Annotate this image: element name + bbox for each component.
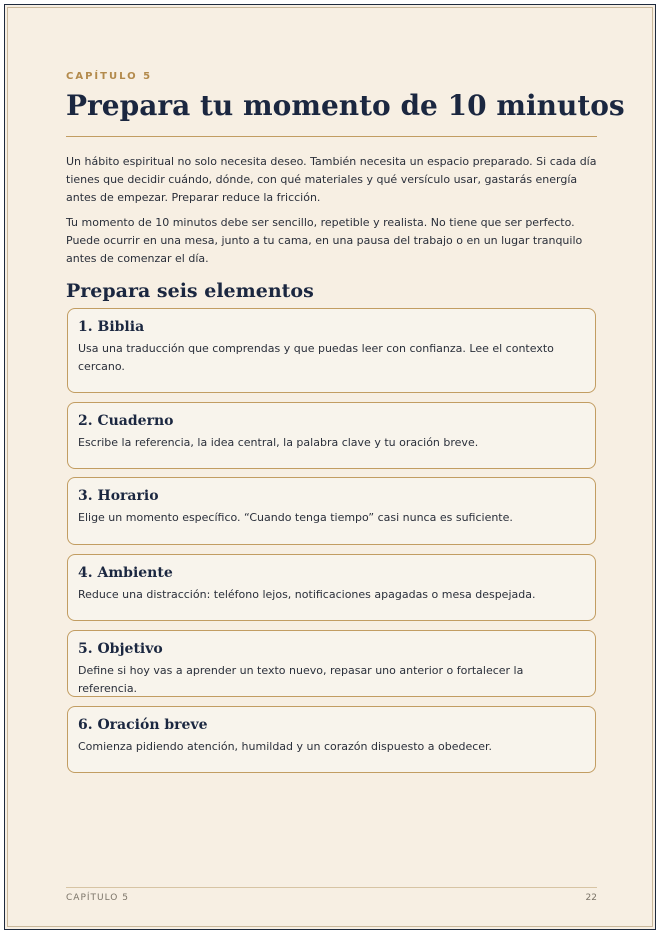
card-text: Elige un momento específico. “Cuando tenga tiempo” casi nunca es suficiente. xyxy=(78,511,513,524)
element-card-oracion-breve xyxy=(67,706,596,773)
intro-paragraph: Tu momento de 10 minutos debe ser sencillo, repetible y realista. No tiene que ser perfecto. Puede ocurrir en una mesa, junto a tu cama, en una pausa del trabajo o en un lugar tranquilo antes de comenzar el día. xyxy=(66,216,583,265)
card-text: Reduce una distracción: teléfono lejos, notificaciones apagadas o mesa despejada. xyxy=(78,588,536,601)
card-text: Usa una traducción que comprendas y que puedas leer con confianza. Lee el contexto cercano. xyxy=(78,342,554,373)
card-text: Escribe la referencia, la idea central, la palabra clave y tu oración breve. xyxy=(78,436,479,449)
chapter-label: CAPÍTULO 5 xyxy=(66,71,153,82)
card-text: Define si hoy vas a aprender un texto nuevo, repasar uno anterior o fortalecer la referencia. xyxy=(78,664,524,695)
card-text: Comienza pidiendo atención, humildad y un corazón dispuesto a obedecer. xyxy=(78,740,493,753)
intro-text xyxy=(66,153,597,275)
card-title: 3. Horario xyxy=(78,488,159,504)
card-title: 2. Cuaderno xyxy=(78,413,174,429)
element-card-objetivo xyxy=(67,630,596,697)
title-divider xyxy=(66,136,597,137)
card-title: 6. Oración breve xyxy=(78,717,208,733)
footer-divider xyxy=(66,887,597,888)
card-title: 5. Objetivo xyxy=(78,641,163,657)
element-card-ambiente xyxy=(67,554,596,621)
footer-chapter: CAPÍTULO 5 xyxy=(66,893,129,903)
page xyxy=(4,4,656,930)
page-number: 22 xyxy=(585,893,597,903)
element-card-biblia xyxy=(67,308,596,393)
intro-paragraph: Un hábito espiritual no solo necesita deseo. También necesita un espacio preparado. Si cada día tienes que decidir cuándo, dónde, con qué materiales y qué versículo usar, gastarás energía antes de empezar. Preparar reduce la fricción. xyxy=(66,155,597,204)
card-title: 1. Biblia xyxy=(78,319,145,335)
element-card-horario xyxy=(67,477,596,545)
page-title: Prepara tu momento de 10 minutos xyxy=(66,89,625,122)
element-card-cuaderno xyxy=(67,402,596,469)
section-heading: Prepara seis elementos xyxy=(66,280,314,302)
card-title: 4. Ambiente xyxy=(78,565,173,581)
